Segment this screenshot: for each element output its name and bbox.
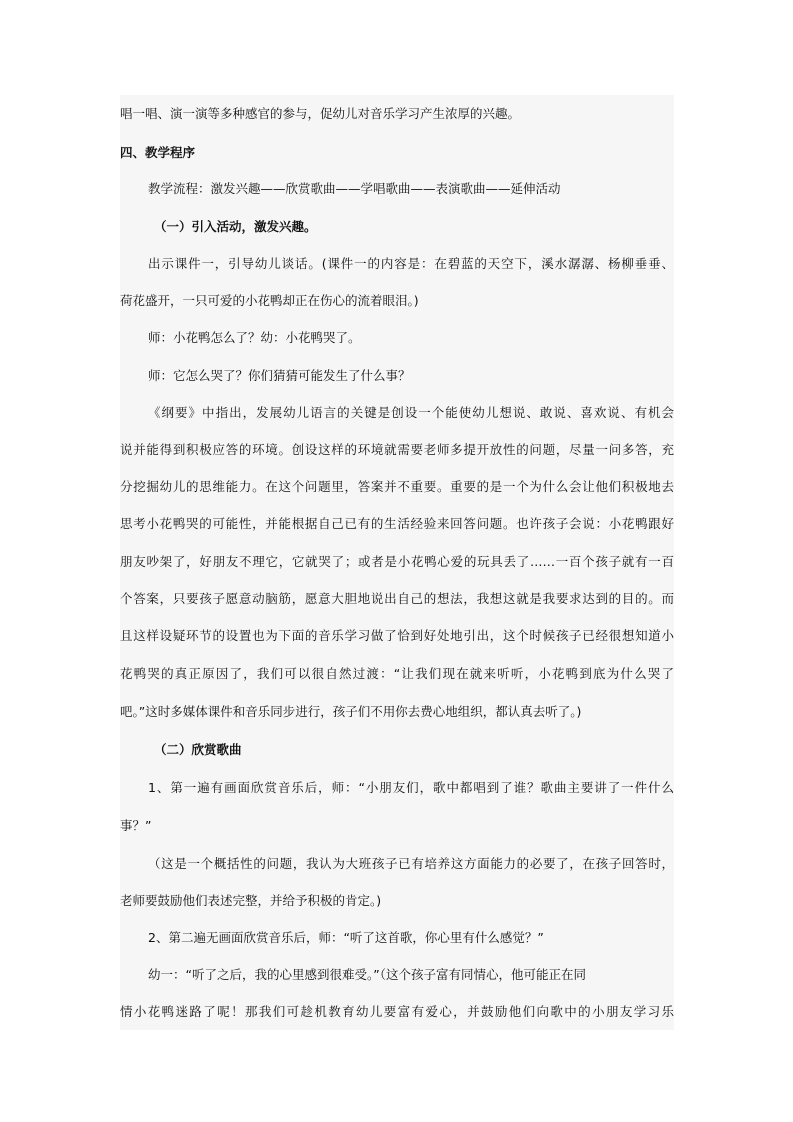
paragraph-line: 出示课件一，引导幼儿谈话。(课件一的内容是：在碧蓝的天空下，溪水潺潺、杨柳垂垂、	[148, 256, 674, 271]
paragraph-line: 情小花鸭迷路了呢！那我们可趁机教育幼儿要富有爱心，并鼓励他们向歌中的小朋友学习乐	[120, 1004, 674, 1019]
paragraph-line: 唱一唱、演一演等多种感官的参与，促幼儿对音乐学习产生浓厚的兴趣。	[120, 106, 521, 121]
paragraph-line: 幼一：“听了之后，我的心里感到很难受。”（这个孩子富有同情心，他可能正在同	[148, 967, 586, 982]
paragraph-line: （这是一个概括性的问题，我认为大班孩子已有培养这方面能力的必要了，在孩子回答时，	[148, 856, 674, 871]
paragraph-line: 个答案，只要孩子愿意动脑筋，愿意大胆地说出自己的想法，我想这就是我要求达到的目的。而	[120, 591, 674, 606]
paragraph-line: 老师要鼓励他们表述完整，并给予积极的肯定。)	[120, 893, 382, 908]
subsection-heading: （一）引入活动，激发兴趣。	[154, 219, 317, 234]
paragraph-line: 说并能得到积极应答的环境。创设这样的环境就需要老师多提开放性的问题，尽量一问多答，充	[120, 442, 674, 457]
paragraph-line: 荷花盛开，一只可爱的小花鸭却正在伤心的流着眼泪。)	[120, 293, 419, 308]
dialogue-line: 师：它怎么哭了？你们猜猜可能发生了什么事？	[148, 368, 411, 383]
paragraph-line: 分挖掘幼儿的思维能力。在这个问题里，答案并不重要。重要的是一个为什么会让他们积极地去	[120, 479, 674, 494]
dialogue-line: 师：小花鸭怎么了？幼：小花鸭哭了。	[148, 330, 361, 345]
paragraph-line: 花鸭哭的真正原因了，我们可以很自然过渡：“让我们现在就来听听，小花鸭到底为什么哭了	[120, 666, 674, 681]
paragraph-line: 朋友吵架了，好朋友不理它，它就哭了；或者是小花鸭心爱的玩具丢了……一百个孩子就有一百	[120, 554, 674, 569]
paragraph-line: 且这样设疑环节的设置也为下面的音乐学习做了恰到好处地引出，这个时候孩子已经很想知道小	[120, 628, 674, 643]
teaching-flow: 教学流程：激发兴趣——欣赏歌曲——学唱歌曲——表演歌曲——延伸活动	[148, 181, 561, 196]
paragraph-line: 1、第一遍有画面欣赏音乐后，师：“小朋友们，歌中都唱到了谁？歌曲主要讲了一件什么	[148, 780, 674, 795]
paragraph-line: 事？”	[120, 818, 152, 833]
paragraph-line: 吧。”这时多媒体课件和音乐同步进行，孩子们不用你去费心地组织，都认真去听了。)	[120, 704, 582, 719]
subsection-heading: （二）欣赏歌曲	[154, 742, 242, 757]
paragraph-line: 思考小花鸭哭的可能性，并能根据自己已有的生活经验来回答问题。也许孩子会说：小花鸭跟好	[120, 516, 674, 531]
paragraph-line: 《纲要》中指出，发展幼儿语言的关键是创设一个能使幼儿想说、敢说、喜欢说、有机会	[148, 405, 674, 420]
paragraph-line: 2、第二遍无画面欣赏音乐后，师：“听了这首歌，你心里有什么感觉？”	[148, 930, 544, 945]
section-heading: 四、教学程序	[120, 145, 196, 160]
